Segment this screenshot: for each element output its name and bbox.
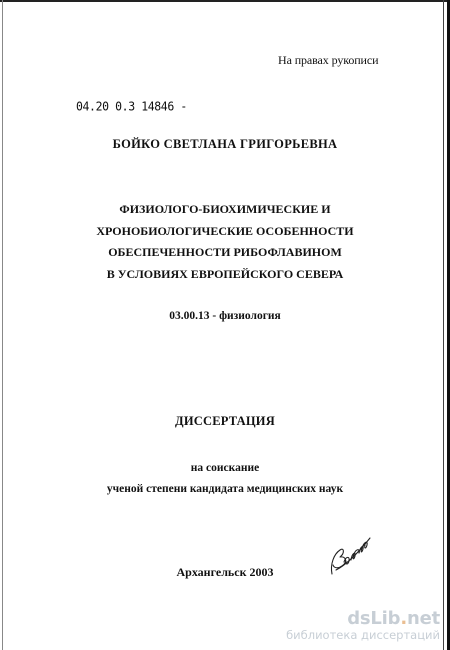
place-and-year: Архангельск 2003 xyxy=(176,565,274,579)
specialty-code: 03.00.13 - физиология xyxy=(169,310,281,322)
dissertation-title xyxy=(0,199,450,285)
author-name: БОЙКО СВЕТЛАНА ГРИГОРЬЕВНА xyxy=(112,137,338,151)
watermark-logo-dot: . xyxy=(400,608,407,629)
title-line: ФИЗИОЛОГО-БИОХИМИЧЕСКИЕ И xyxy=(119,202,331,216)
watermark-logo-tld: net xyxy=(406,608,440,629)
scan-edge-left xyxy=(2,0,3,650)
rights-notice: На правах рукописи xyxy=(278,53,379,67)
watermark-logo xyxy=(286,608,440,629)
watermark-subtitle: библиотека диссертаций xyxy=(286,628,440,642)
degree-purpose xyxy=(0,458,450,500)
archive-stamp-number: 04.20 0.3 14846 - xyxy=(76,98,187,114)
watermark-logo-main: dsLib xyxy=(347,608,401,629)
title-line: В УСЛОВИЯХ ЕВРОПЕЙСКОГО СЕВЕРА xyxy=(106,266,344,281)
title-line: ОБЕСПЕЧЕННОСТИ РИБОФЛАВИНОМ xyxy=(108,245,342,259)
site-watermark xyxy=(286,608,440,642)
scan-edge-right-inner xyxy=(443,0,444,650)
purpose-line-1: на соискание xyxy=(190,462,260,474)
scan-edge-top xyxy=(0,0,450,2)
purpose-line-2: ученой степени кандидата медицинских наук xyxy=(106,483,344,495)
document-type: ДИССЕРТАЦИЯ xyxy=(175,414,275,428)
title-line: ХРОНОБИОЛОГИЧЕСКИЕ ОСОБЕННОСТИ xyxy=(96,223,354,238)
